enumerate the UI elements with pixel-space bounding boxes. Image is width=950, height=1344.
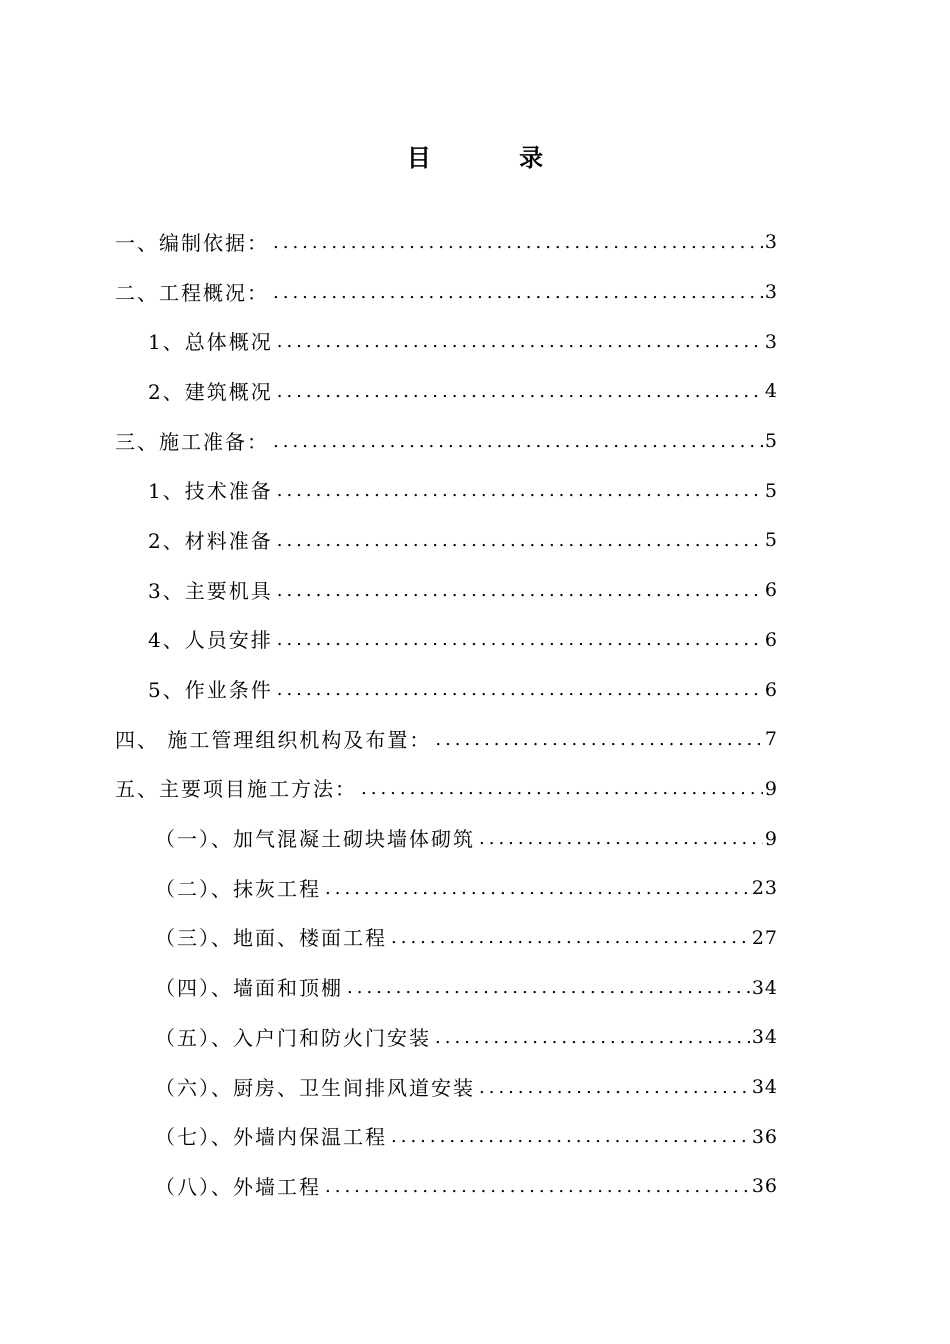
toc-entry-label: 2、材料准备 (148, 528, 273, 553)
toc-leader-dots (273, 383, 763, 401)
toc-entry-label: （三）、地面、楼面工程 (155, 926, 387, 951)
toc-entry[interactable] (115, 1013, 778, 1063)
toc-entry-page: 5 (764, 479, 778, 502)
toc-entry[interactable] (115, 1112, 778, 1162)
toc-entry-page: 4 (764, 380, 778, 403)
toc-entry[interactable] (115, 218, 778, 268)
toc-entry-label: （七）、外墙内保温工程 (155, 1125, 387, 1150)
toc-leader-dots (269, 284, 763, 302)
toc-entry-page: 36 (751, 1125, 778, 1148)
toc-entry-label: 1、技术准备 (148, 479, 273, 504)
toc-entry-label: 2、建筑概况 (148, 379, 273, 404)
toc-entry-page: 3 (764, 330, 778, 353)
table-of-contents (115, 218, 778, 1212)
toc-entry[interactable] (115, 715, 778, 765)
toc-entry-page: 6 (764, 628, 778, 651)
toc-entry[interactable] (115, 914, 778, 964)
toc-leader-dots (343, 979, 750, 997)
toc-entry-label: 一、编制依据： (115, 230, 269, 255)
toc-leader-dots (269, 433, 763, 451)
toc-leader-dots (321, 880, 750, 898)
toc-entry-page: 27 (751, 926, 778, 949)
toc-entry-label: 3、主要机具 (148, 578, 273, 603)
toc-entry[interactable] (115, 317, 778, 367)
toc-entry-page: 7 (764, 728, 778, 751)
toc-entry[interactable] (115, 516, 778, 566)
toc-entry[interactable] (115, 616, 778, 666)
toc-leader-dots (273, 333, 763, 351)
toc-entry-page: 9 (764, 827, 778, 850)
toc-entry[interactable] (115, 268, 778, 318)
toc-entry-label: 1、总体概况 (148, 330, 273, 355)
toc-entry-page: 34 (751, 1026, 778, 1049)
toc-leader-dots (387, 929, 750, 947)
toc-entry-page: 9 (764, 777, 778, 800)
toc-leader-dots (273, 482, 763, 500)
toc-entry[interactable] (115, 665, 778, 715)
toc-entry-label: 二、工程概况： (115, 280, 269, 305)
toc-entry[interactable] (115, 566, 778, 616)
toc-entry[interactable] (115, 814, 778, 864)
toc-entry-label: 5、作业条件 (148, 678, 273, 703)
toc-entry-label: （一）、加气混凝土砌块墙体砌筑 (155, 827, 475, 852)
toc-entry[interactable] (115, 963, 778, 1013)
toc-leader-dots (431, 731, 763, 749)
toc-entry[interactable] (115, 367, 778, 417)
toc-entry[interactable] (115, 1162, 778, 1212)
toc-entry-page: 6 (764, 678, 778, 701)
toc-entry-label: 三、施工准备： (115, 429, 269, 454)
toc-entry-page: 36 (751, 1175, 778, 1198)
toc-leader-dots (475, 830, 763, 848)
toc-entry-label: 四、 施工管理组织机构及布置： (115, 727, 432, 752)
toc-entry-label: （二）、抹灰工程 (155, 876, 321, 901)
toc-entry[interactable] (115, 765, 778, 815)
toc-leader-dots (357, 780, 763, 798)
toc-title: 目 录 (406, 143, 584, 172)
toc-entry[interactable] (115, 864, 778, 914)
toc-leader-dots (431, 1029, 750, 1047)
toc-entry-label: （八）、外墙工程 (155, 1174, 321, 1199)
toc-leader-dots (475, 1079, 750, 1097)
toc-leader-dots (273, 532, 763, 550)
toc-entry-page: 3 (764, 231, 778, 254)
toc-entry-page: 34 (751, 976, 778, 999)
toc-entry[interactable] (115, 1063, 778, 1113)
toc-entry-label: 4、人员安排 (148, 628, 273, 653)
toc-entry-page: 5 (764, 430, 778, 453)
toc-entry-page: 5 (764, 529, 778, 552)
toc-leader-dots (321, 1178, 750, 1196)
toc-entry-label: （六）、厨房、卫生间排风道安装 (155, 1075, 475, 1100)
toc-entry-page: 34 (751, 1076, 778, 1099)
toc-entry[interactable] (115, 466, 778, 516)
toc-entry-page: 23 (751, 877, 778, 900)
toc-entry-label: 五、主要项目施工方法： (115, 777, 357, 802)
toc-leader-dots (387, 1128, 750, 1146)
toc-entry-label: （四）、墙面和顶棚 (155, 976, 343, 1001)
toc-entry-label: （五）、入户门和防火门安装 (155, 1025, 431, 1050)
toc-leader-dots (273, 582, 763, 600)
toc-leader-dots (269, 234, 763, 252)
toc-entry-page: 6 (764, 579, 778, 602)
toc-entry-page: 3 (764, 281, 778, 304)
toc-leader-dots (273, 681, 763, 699)
toc-entry[interactable] (115, 417, 778, 467)
toc-leader-dots (273, 631, 763, 649)
